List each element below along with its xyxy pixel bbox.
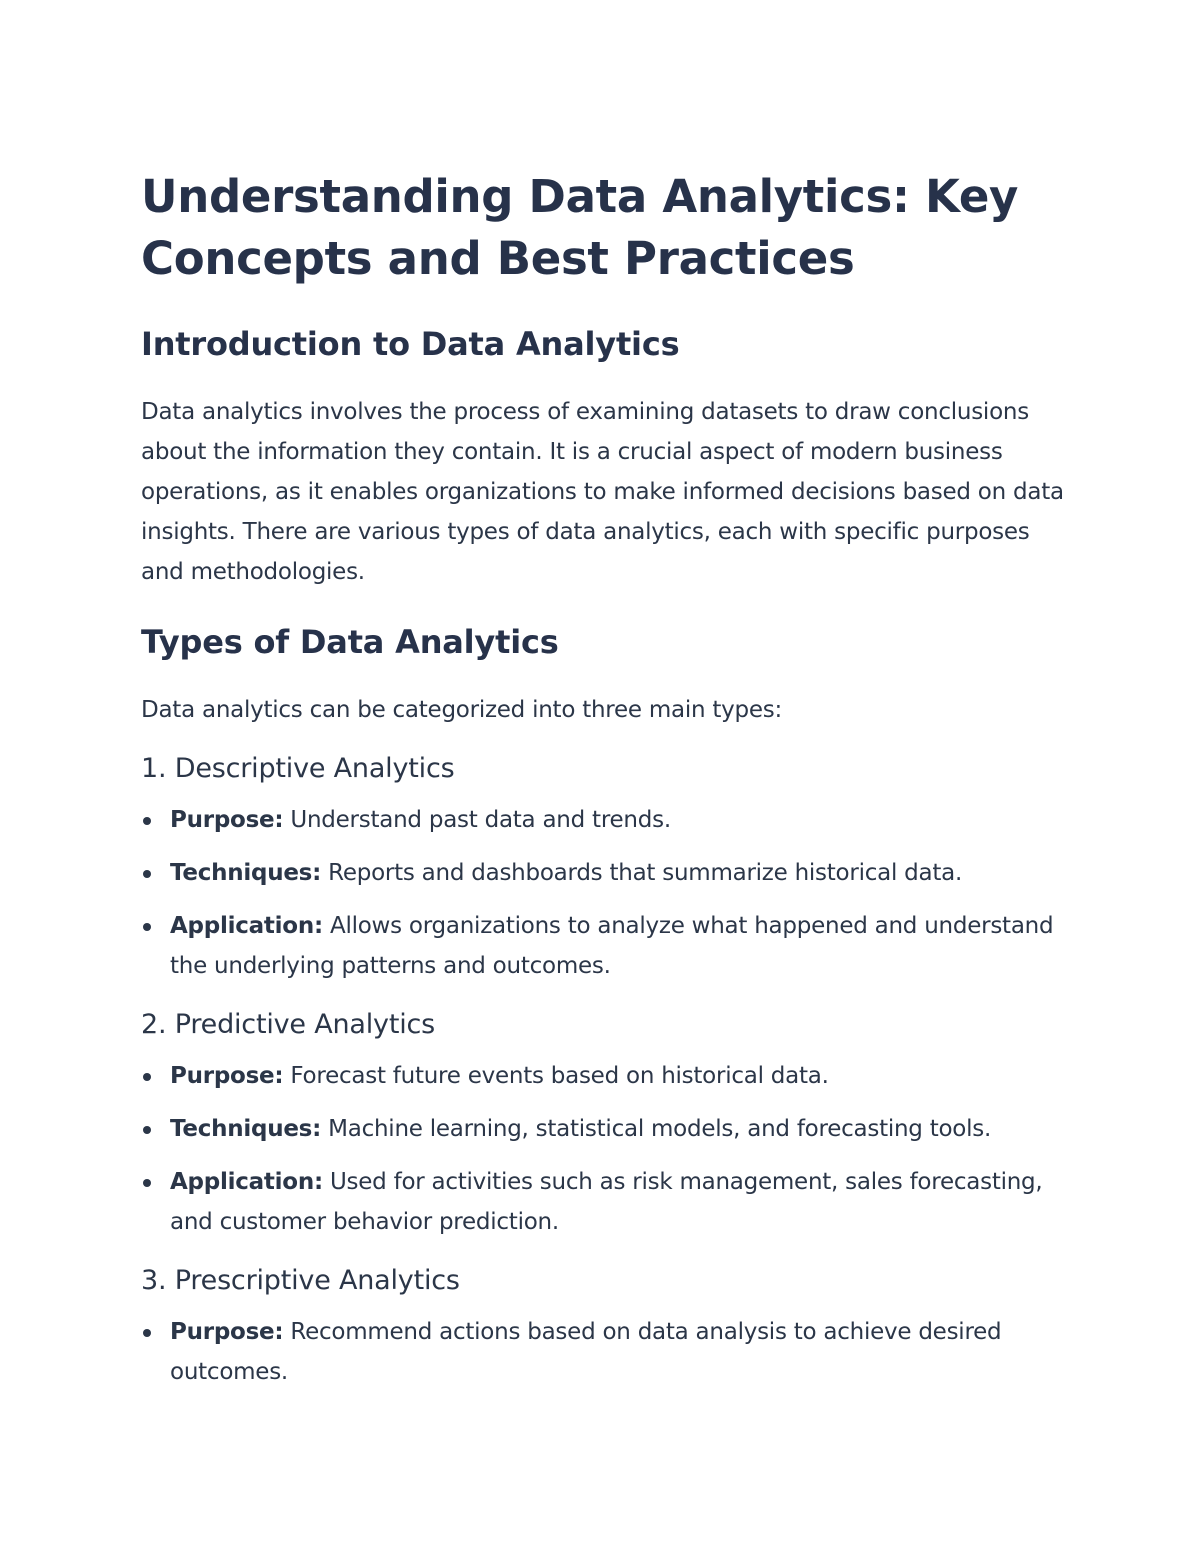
bullet-list-descriptive (141, 800, 1071, 986)
bullet-text: Allows organizations to analyze what happened and understand the underlying patterns and outcomes. (170, 913, 1054, 979)
subheading-predictive-analytics: 2. Predictive Analytics (141, 1009, 436, 1040)
bullet-label: Purpose: (170, 1319, 284, 1345)
bullet-dot-icon (143, 923, 151, 931)
bullet-dot-icon (143, 1329, 151, 1337)
bullet-dot-icon (143, 1126, 151, 1134)
list-item (141, 1312, 1071, 1392)
document-title: Understanding Data Analytics: Key Concepts and Best Practices (141, 170, 1019, 285)
list-item (141, 800, 1071, 840)
subheading-descriptive-analytics: 1. Descriptive Analytics (141, 753, 455, 784)
bullet-label: Purpose: (170, 807, 284, 833)
bullet-label: Application: (170, 913, 323, 939)
list-item (141, 906, 1071, 986)
bullet-label: Techniques: (170, 860, 322, 886)
bullet-text: Machine learning, statistical models, and forecasting tools. (321, 1116, 992, 1142)
bullet-label: Techniques: (170, 1116, 322, 1142)
bullet-label: Application: (170, 1169, 323, 1195)
bullet-text: Used for activities such as risk management, sales forecasting, and customer behavior prediction. (170, 1169, 1043, 1235)
list-item (141, 1162, 1071, 1242)
subheading-prescriptive-analytics: 3. Prescriptive Analytics (141, 1265, 460, 1296)
types-intro-paragraph: Data analytics can be categorized into three main types: (141, 697, 783, 723)
section-heading-types: Types of Data Analytics (141, 623, 559, 661)
bullet-dot-icon (143, 870, 151, 878)
bullet-text: Understand past data and trends. (283, 807, 671, 833)
bullet-list-prescriptive (141, 1312, 1071, 1392)
section-heading-introduction: Introduction to Data Analytics (141, 325, 680, 363)
introduction-paragraph: Data analytics involves the process of examining datasets to draw conclusions about the information they contain. It is a crucial aspect of modern business operations, as it enables organizations to make informed decisions based on data insights. There are various types of data analytics, each with specific purposes and methodologies. (141, 399, 1064, 585)
bullet-dot-icon (143, 817, 151, 825)
bullet-dot-icon (143, 1179, 151, 1187)
list-item (141, 853, 1071, 893)
bullet-text: Recommend actions based on data analysis to achieve desired outcomes. (170, 1319, 1002, 1385)
bullet-dot-icon (143, 1073, 151, 1081)
bullet-text: Forecast future events based on historical data. (283, 1063, 829, 1089)
bullet-list-predictive (141, 1056, 1071, 1242)
bullet-label: Purpose: (170, 1063, 284, 1089)
bullet-text: Reports and dashboards that summarize historical data. (321, 860, 963, 886)
document-content (141, 166, 1071, 1392)
list-item (141, 1056, 1071, 1096)
list-item (141, 1109, 1071, 1149)
